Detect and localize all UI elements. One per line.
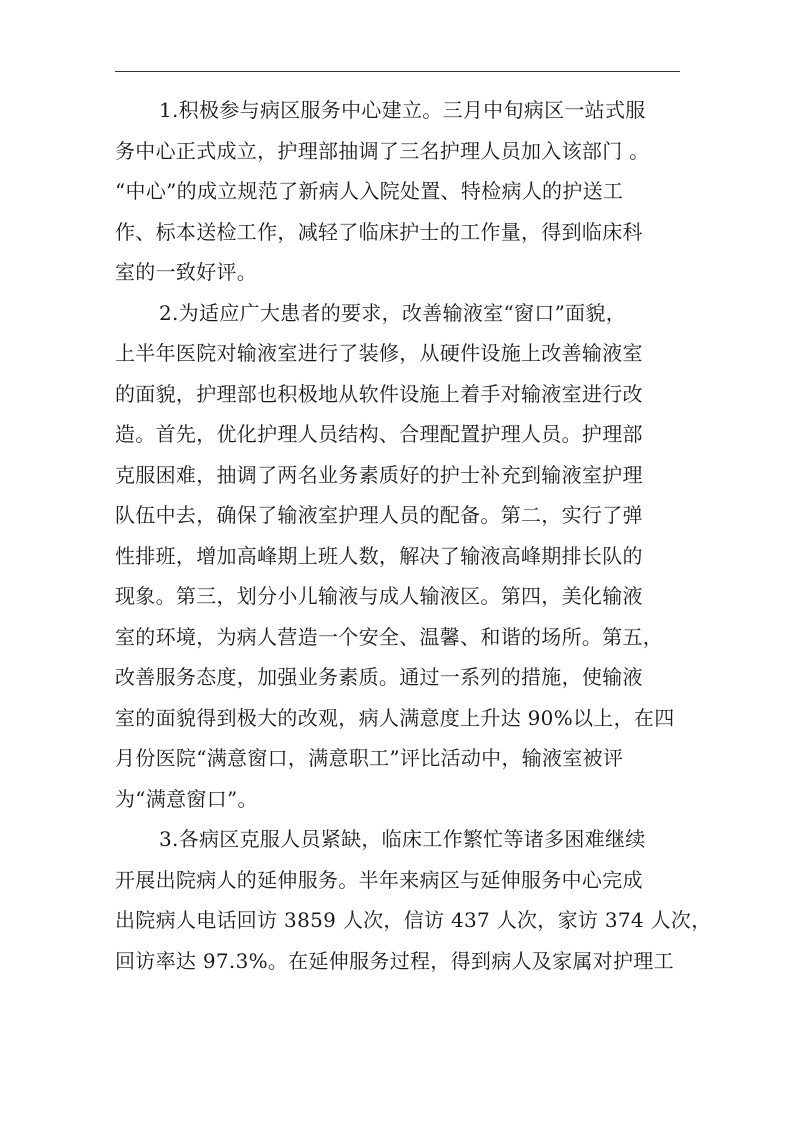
paragraph-2-line-5: 克服困难，抽调了两名业务素质好的护士补充到输液室护理 [115,462,643,487]
header-rule [115,71,680,72]
paragraph-2-line-12: 月份医院“满意窗口，满意职工”评比活动中，输液室被评 [115,746,624,770]
paragraph-3-line-1: 3.各病区克服人员紧缺，临床工作繁忙等诸多困难继续 [159,827,646,851]
paragraph-2-line-1: 2.为适应广大患者的要求，改善输液室“窗口”面貌， [159,300,627,325]
paragraph-2-line-10: 改善服务态度，加强业务素质。通过一系列的措施，使输液 [115,665,643,689]
paragraph-2-line-2: 上半年医院对输液室进行了装修，从硬件设施上改善输液室 [115,341,643,365]
paragraph-3-line-3: 出院病人电话回访 3859 人次，信访 437 人次，家访 374 人次， [115,908,712,932]
paragraph-2-line-8: 现象。第三，划分小儿输液与成人输液区。第四，美化输液 [115,584,643,608]
paragraph-3-line-4: 回访率达 97.3%。在延伸服务过程，得到病人及家属对护理工 [115,948,674,973]
paragraph-1-line-4: 作、标本送检工作，减轻了临床护士的工作量，得到临床科 [115,219,643,244]
paragraph-2-line-7: 性排班，增加高峰期上班人数，解决了输液高峰期排长队的 [115,543,643,568]
paragraph-1-line-5: 室的一致好评。 [115,260,258,284]
paragraph-2-line-9: 室的环境，为病人营造一个安全、温馨、和谐的场所。第五， [115,624,664,649]
paragraph-2-line-3: 的面貌，护理部也积极地从软件设施上着手对输液室进行改 [115,381,643,406]
paragraph-1-line-2: 务中心正式成立，护理部抽调了三名护理人员加入该部门 。 [115,138,650,163]
paragraph-1-line-1: 1.积极参与病区服务中心建立。三月中旬病区一站式服 [159,98,646,122]
paragraph-2-line-4: 造。首先，优化护理人员结构、合理配置护理人员。护理部 [115,422,643,446]
paragraph-3-line-2: 开展出院病人的延伸服务。半年来病区与延伸服务中心完成 [115,867,643,892]
paragraph-1-line-3: “中心”的成立规范了新病人入院处置、特检病人的护送工 [115,179,624,203]
paragraph-2-line-6: 队伍中去，确保了输液室护理人员的配备。第二，实行了弹 [115,503,643,527]
paragraph-2-line-13: 为“满意窗口”。 [115,786,258,811]
paragraph-2-line-11: 室的面貌得到极大的改观，病人满意度上升达 90%以上，在四 [115,705,675,730]
document-body [115,90,712,981]
